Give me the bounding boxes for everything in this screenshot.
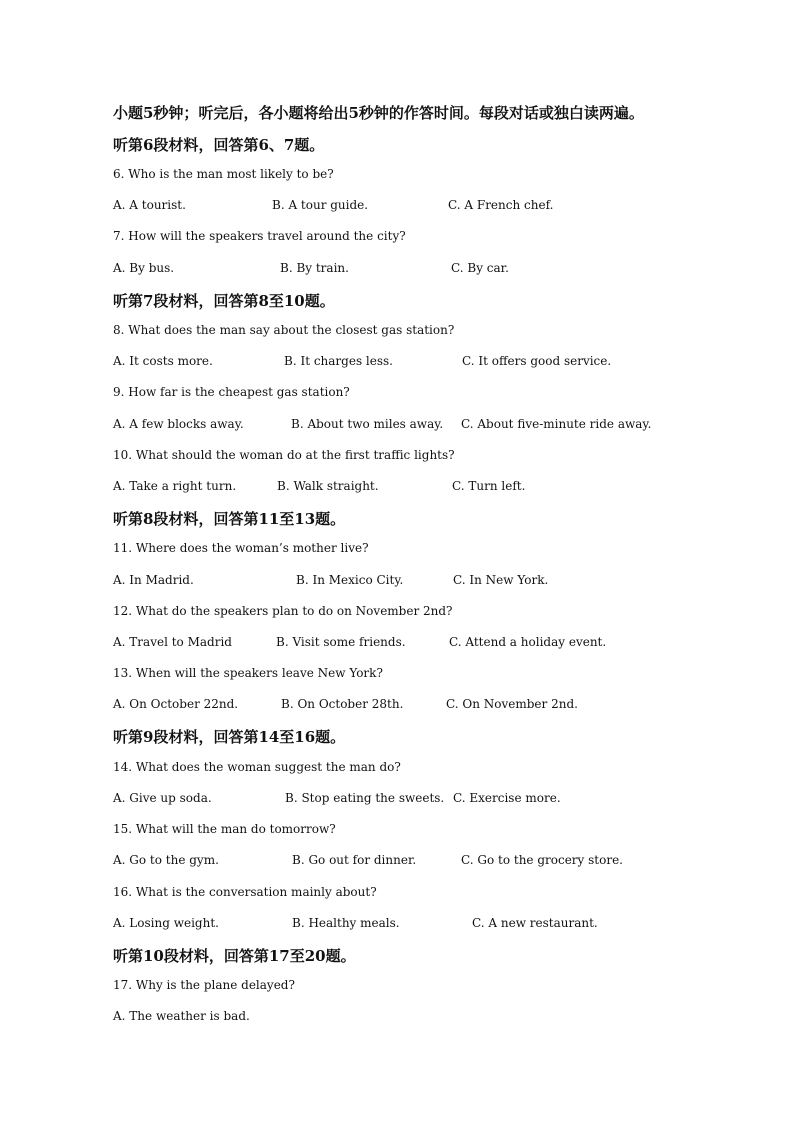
question-text: 8. What does the man say about the closest gas station? (113, 323, 455, 337)
option-c: C. By car. (451, 261, 509, 275)
option-b: B. About two miles away. (291, 417, 444, 431)
option-c: C. A French chef. (448, 198, 554, 212)
option-b: B. In Mexico City. (296, 573, 404, 587)
option-b: B. It charges less. (284, 354, 393, 368)
option-c: C. About five-minute ride away. (461, 417, 652, 431)
option-c: C. It offers good service. (462, 354, 612, 368)
question-text: 14. What does the woman suggest the man do? (113, 760, 401, 774)
question-text: 10. What should the woman do at the first traffic lights? (113, 448, 455, 462)
question-text: 17. Why is the plane delayed? (113, 978, 295, 992)
option-c: C. On November 2nd. (446, 697, 578, 711)
option-a: A. Go to the gym. (113, 853, 219, 867)
question-text: 9. How far is the cheapest gas station? (113, 385, 350, 399)
option-b: B. On October 28th. (281, 697, 404, 711)
question-text: 16. What is the conversation mainly about? (113, 885, 377, 899)
section-heading: 听第7段材料，回答第8至10题。 (113, 292, 335, 310)
question-text: 13. When will the speakers leave New York? (113, 666, 383, 680)
question-text: 6. Who is the man most likely to be? (113, 167, 334, 181)
option-a: A. Losing weight. (113, 916, 219, 930)
intro-line: 小题5秒钟；听完后，各小题将给出5秒钟的作答时间。每段对话或独白读两遍。 (113, 104, 644, 122)
option-b: B. Healthy meals. (292, 916, 400, 930)
option-a: A. A few blocks away. (113, 417, 244, 431)
option-a: A. By bus. (113, 261, 175, 275)
option-b: B. Stop eating the sweets. (285, 791, 445, 805)
option-a: A. The weather is bad. (113, 1009, 250, 1023)
option-c: C. In New York. (453, 573, 549, 587)
option-c: C. Attend a holiday event. (449, 635, 607, 649)
option-a: A. Give up soda. (113, 791, 212, 805)
section-heading: 听第6段材料，回答第6、7题。 (113, 136, 325, 154)
option-a: A. Travel to Madrid (113, 635, 232, 649)
question-text: 15. What will the man do tomorrow? (113, 822, 336, 836)
option-a: A. Take a right turn. (113, 479, 237, 493)
option-b: B. Walk straight. (277, 479, 379, 493)
option-a: A. A tourist. (113, 198, 186, 212)
section-heading: 听第8段材料，回答第11至13题。 (113, 510, 346, 528)
section-heading: 听第10段材料，回答第17至20题。 (113, 947, 356, 965)
option-c: C. Exercise more. (453, 791, 561, 805)
option-a: A. It costs more. (113, 354, 213, 368)
option-b: B. Visit some friends. (276, 635, 406, 649)
option-c: C. Turn left. (452, 479, 526, 493)
question-text: 12. What do the speakers plan to do on November 2nd? (113, 604, 453, 618)
question-text: 11. Where does the woman’s mother live? (113, 541, 369, 555)
option-b: B. By train. (280, 261, 349, 275)
option-c: C. A new restaurant. (472, 916, 598, 930)
option-a: A. On October 22nd. (113, 697, 239, 711)
option-b: B. Go out for dinner. (292, 853, 417, 867)
question-text: 7. How will the speakers travel around the city? (113, 229, 406, 243)
option-c: C. Go to the grocery store. (461, 853, 623, 867)
option-b: B. A tour guide. (272, 198, 369, 212)
section-heading: 听第9段材料，回答第14至16题。 (113, 728, 346, 746)
option-a: A. In Madrid. (113, 573, 194, 587)
